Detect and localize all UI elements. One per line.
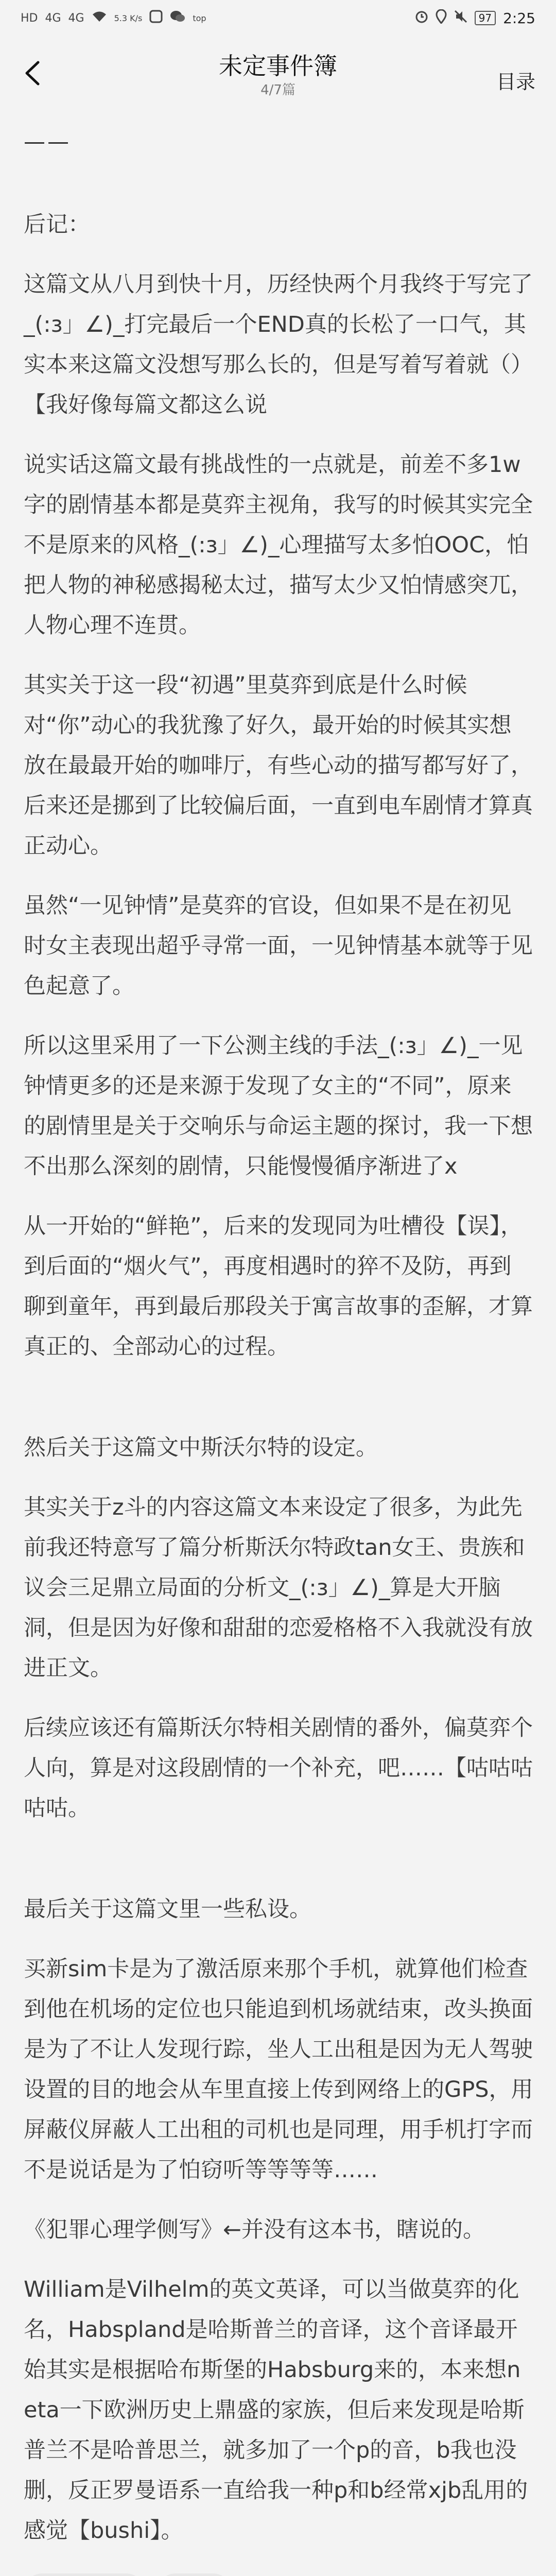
paragraph: 说实话这篇文最有挑战性的一点就是，前差不多1w字的剧情基本都是莫弈主视角，我写的时候其实完全不是原来的风格_(:з」∠)_心理描写太多怕OOC，怕把人物的神秘感揭秘太过，描写太少又怕情感突兀，人物心理不连贯。 bbox=[24, 452, 533, 638]
nav-center bbox=[219, 50, 337, 99]
nav-bar bbox=[0, 41, 556, 108]
paragraph: 《犯罪心理学侧写》←并没有这本书，瞎说的。 bbox=[24, 2217, 485, 2243]
network-speed: 5.3 K/s bbox=[114, 13, 143, 23]
wifi-icon bbox=[92, 10, 107, 26]
signal-icon: 4G bbox=[45, 11, 61, 25]
separator-dash: —— bbox=[24, 129, 71, 154]
toc-button[interactable]: 目录 bbox=[496, 71, 535, 93]
status-left bbox=[21, 10, 206, 26]
mute-icon bbox=[454, 10, 467, 26]
paragraph: William是Vilhelm的英文英译，可以当做莫弈的化名，Habspland是哈斯普兰的音译，这个音译最开始其实是根据哈布斯堡的Habsburg来的，本来想neta一下欧洲历史上鼎盛的家族，但后来发现是哈斯普兰不是哈普思兰，就多加了一个p的音，b我也没删，反正罗曼语系一直给我一种p和b经常xjb乱用的感觉【bushi】。 bbox=[24, 2277, 528, 2544]
chapter-progress: 4/7篇 bbox=[260, 82, 296, 98]
paragraph: 其实关于这一段“初遇”里莫弈到底是什么时候对“你”动心的我犹豫了好久，最开始的时候其实想放在最最开始的咖啡厅，有些心动的描写都写好了，后来还是挪到了比较偏后面，一直到电车剧情才算真正动心。 bbox=[24, 672, 533, 859]
paragraph: 后续应该还有篇斯沃尔特相关剧情的番外，偏莫弈个人向，算是对这段剧情的一个补充，吧……【咕咕咕咕咕。 bbox=[24, 1715, 533, 1821]
paragraph: 从一开始的“鲜艳”，后来的发现同为吐槽役【误】，到后面的“烟火气”，再度相遇时的猝不及防，再到聊到童年，再到最后那段关于寓言故事的歪解，才算真正的、全部动心的过程。 bbox=[24, 1213, 533, 1360]
top-app-icon: top bbox=[193, 13, 206, 23]
paragraph: 然后关于这篇文中斯沃尔特的设定。 bbox=[24, 1435, 378, 1461]
chevron-left-icon bbox=[23, 60, 43, 86]
paragraph: 这篇文从八月到快十月，历经快两个月我终于写完了_(:з」∠)_打完最后一个END真的长松了一口气，其实本来这篇文没想写那么长的，但是写着写着就（）【我好像每篇文都这么说 bbox=[24, 272, 533, 418]
tag-chip[interactable] bbox=[157, 2573, 232, 2576]
paragraph: 后记： bbox=[24, 212, 90, 238]
paragraph: 虽然“一见钟情”是莫弈的官设，但如果不是在初见时女主表现出超乎寻常一面，一见钟情基本就等于见色起意了。 bbox=[24, 893, 533, 999]
location-icon bbox=[436, 9, 447, 27]
paragraph: 所以这里采用了一下公测主线的手法_(:з」∠)_一见钟情更多的还是来源于发现了女主的“不同”，原来的剧情里是关于交响乐与命运主题的探讨，我一下想不出那么深刻的剧情，只能慢慢循序渐进了x bbox=[24, 1033, 533, 1179]
clock: 2:25 bbox=[503, 9, 535, 27]
status-right bbox=[415, 9, 535, 27]
paragraph: 买新sim卡是为了激活原来那个手机，就算他们检查到他在机场的定位也只能追到机场就结束，改头换面是为了不让人发现行踪，坐人工出租是因为无人驾驶设置的目的地会从车里直接上传到网络上的GPS，用屏蔽仪屏蔽人工出租的司机也是同理，用手机打字而不是说话是为了怕窃听等等等等…… bbox=[24, 1956, 533, 2183]
page-title: 未定事件簿 bbox=[219, 52, 337, 80]
paragraph: 其实关于z斗的内容这篇文本来设定了很多，为此先前我还特意写了篇分析斯沃尔特政tan女王、贵族和议会三足鼎立局面的分析文_(:з」∠)_算是大开脑洞，但是因为好像和甜甜的恋爱格格不入我就没有放进正文。 bbox=[24, 1495, 533, 1681]
status-bar bbox=[0, 0, 556, 36]
paragraph: 最后关于这篇文里一些私设。 bbox=[24, 1896, 311, 1922]
back-button[interactable] bbox=[19, 58, 47, 89]
battery-level: 97 bbox=[475, 11, 496, 25]
tag-list bbox=[24, 2573, 232, 2576]
article-content bbox=[24, 126, 533, 2576]
alarm-icon bbox=[415, 10, 428, 26]
wechat-icon bbox=[170, 10, 185, 26]
signal-icon: 4G bbox=[68, 11, 84, 25]
tag-chip[interactable] bbox=[24, 2573, 145, 2576]
notification-icon bbox=[149, 10, 163, 26]
network-hd-icon: HD bbox=[21, 11, 38, 25]
